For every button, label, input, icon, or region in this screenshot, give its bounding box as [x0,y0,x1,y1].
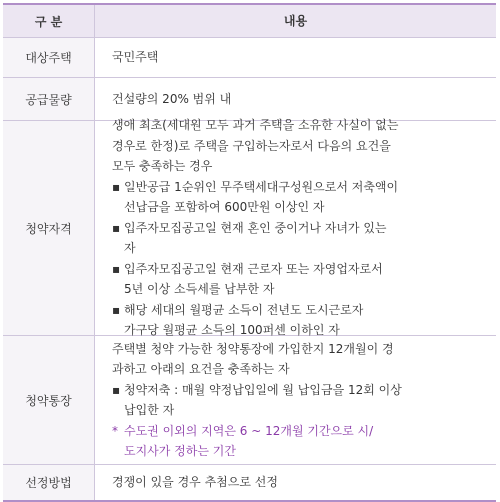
table-row-account [3,336,496,465]
bullet-item [112,300,484,341]
bullet-line: 청약저축 : 매월 약정납입일에 월 납입금을 12회 이상 [124,382,402,397]
bullet-icon: ▪ [112,179,121,194]
table-row-target-housing [3,38,496,78]
intro-line: 주택별 청약 가능한 청약통장에 가입한지 12개월이 경 [112,341,394,356]
row-label: 선정방법 [3,465,95,500]
header-category: 구 분 [3,5,95,37]
bullet-icon: ▪ [112,302,121,317]
row-text: 건설량의 20% 범위 내 [112,91,232,106]
bullet-line: 선납금을 포함하여 600만원 이상인 자 [124,200,325,215]
bullet-line: 자 [124,241,136,256]
intro-line: 생애 최초(세대원 모두 과거 주택을 소유한 사실이 없는 [112,118,399,133]
intro-line: 경우로 한정)로 주택을 구입하는자로서 다음의 요건을 [112,138,391,153]
row-text: 국민주택 [112,50,159,65]
note-line: 도지사가 정하는 기간 [124,444,236,458]
row-content [95,78,496,120]
bullet-line: 입주자모집공고일 현재 근로자 또는 자영업자로서 [124,261,383,276]
bullet-item [112,177,484,218]
note-line: 수도권 이외의 지역은 6 ~ 12개월 기간으로 시/ [124,423,374,438]
bullet-item [112,259,484,300]
bullet-line: 해당 세대의 월평균 소득이 전년도 도시근로자 [124,302,364,317]
bullet-line: 5년 이상 소득세를 납부한 자 [124,282,275,297]
intro-line: 모두 충족하는 경우 [112,159,213,174]
header-content: 내용 [95,5,496,37]
row-label: 공급물량 [3,78,95,120]
table-row-selection [3,465,496,500]
bullet-line: 납입한 자 [124,403,175,417]
bullet-icon: ▪ [112,261,121,276]
bullet-item [112,380,484,421]
table-row-eligibility [3,118,496,338]
row-label: 청약통장 [3,336,95,464]
row-content [95,465,496,500]
housing-info-table [3,3,496,502]
note-item [112,421,484,462]
bullet-line: 입주자모집공고일 현재 혼인 중이거나 자녀가 있는 [124,220,387,235]
bullet-line: 가구당 월평균 소득의 100퍼센 이하인 자 [124,323,340,338]
bullet-item [112,218,484,259]
intro-line: 과하고 아래의 요건을 충족하는 자 [112,362,290,376]
row-text: 경쟁이 있을 경우 추첨으로 선정 [112,475,278,490]
row-content [95,38,496,77]
bullet-line: 일반공급 1순위인 무주택세대구성원으로서 저축액이 [124,179,399,194]
bullet-icon: ▪ [112,220,121,235]
row-label: 대상주택 [3,38,95,77]
row-content [95,336,496,464]
asterisk-icon: * [112,423,118,438]
bullet-icon: ▪ [112,382,121,397]
row-content [95,118,496,338]
row-label: 청약자격 [3,121,95,335]
table-header-row [3,5,496,38]
